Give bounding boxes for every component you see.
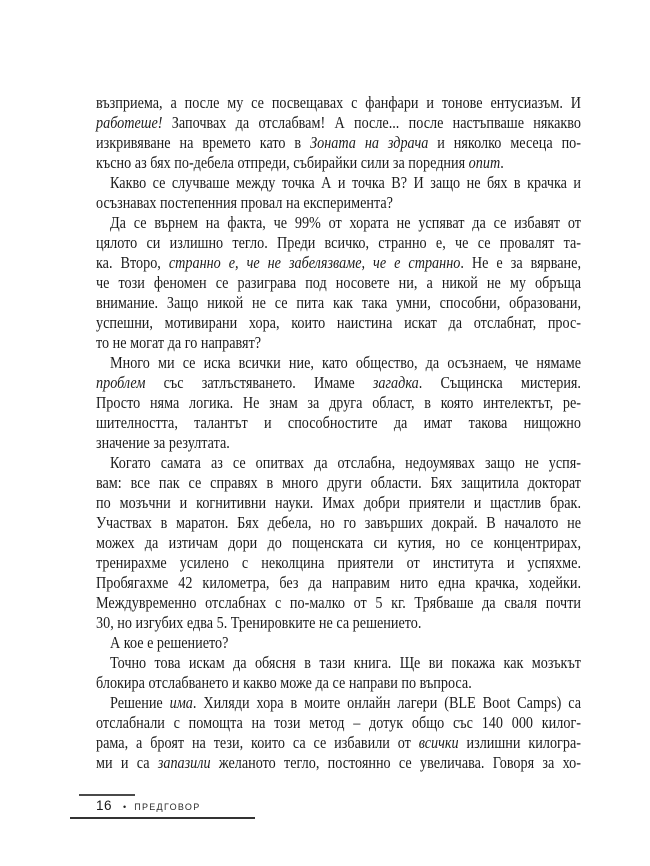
text-line: отслабнали с помощта на този метод – дотук общо със 140 000 килог-	[96, 713, 581, 732]
text-line: по мозъчни и когнитивни науки. Имах добри приятели и щастлив брак.	[96, 493, 581, 512]
text-line: рама, а броят на тези, които са се избавили от всички излишни килогра-	[96, 733, 581, 752]
text-line: ми и са запазили желаното тегло, постоянно се увеличава. Говоря за хо-	[96, 753, 581, 772]
text-line: Пробягахме 42 километра, без да направим нито една крачка, ходейки.	[96, 573, 581, 592]
page-text	[96, 93, 581, 773]
text-line: Да се върнем на факта, че 99% от хората не успяват да се избавят от	[110, 213, 582, 232]
text-line: ка. Второ, странно е, че не забелязваме, че е странно. Не е за вярване,	[96, 253, 581, 272]
text-line: успешни, мотивирани хора, които наистина искат да отслабнат, прос-	[96, 313, 581, 332]
text-line: то не могат да го направят?	[96, 333, 262, 352]
text-line: осъзнавах постепенния провал на експеримента?	[96, 193, 393, 212]
text-line: проблем със затлъстяването. Имаме загадка. Същинска мистерия.	[96, 373, 581, 392]
text-line: Какво се случваше между точка А и точка В? И защо не бях в крачка и	[110, 173, 582, 192]
text-line: А кое е решението?	[110, 633, 229, 652]
footer-section-title: ПРЕДГОВОР	[134, 802, 201, 812]
text-line: цялото си излишно тегло. Преди всичко, странно е, че се провалят та-	[96, 233, 581, 252]
text-line: Решение има. Хиляди хора в моите онлайн лагери (BLE Boot Camps) са	[110, 693, 582, 712]
text-line: Точно това искам да обясня в тази книга. Ще ви покажа как мозъкът	[110, 653, 581, 672]
text-line: Просто няма логика. Не знам за друга област, в която интелектът, ре-	[96, 393, 581, 412]
text-line: изкривяване на времето като в Зоната на здрача и няколко месеца по-	[96, 133, 581, 152]
text-line: вам: все пак се справях в много други области. Бях защитила докторат	[96, 473, 581, 492]
text-line: Междувременно отслабнах с по-малко от 5 кг. Трябваше да сваля почти	[96, 593, 581, 612]
footer-separator-bullet: •	[123, 802, 127, 812]
text-line: Много ми се иска всички ние, като общество, да осъзнаем, че нямаме	[110, 353, 582, 372]
text-line: работеше! Започвах да отслабвам! А после... после настъпваше някакво	[96, 113, 581, 132]
page-number: 16	[96, 798, 113, 813]
text-line: Участвах в маратон. Бях дебела, но го завърших докрай. В началото не	[96, 513, 581, 532]
text-line: възприема, а после му се посвещавах с фанфари и тонове ентусиазъм. И	[96, 93, 581, 112]
text-line: значение за резултата.	[96, 433, 230, 452]
text-line: 30, но изгубих едва 5. Тренировките не са решението.	[96, 613, 422, 632]
text-line: тренирахме усилено с неколцина приятели от института и успяхме.	[96, 553, 581, 572]
text-line: внимание. Защо никой не се пита как така умни, способни, образовани,	[96, 293, 581, 312]
running-footer	[96, 798, 201, 813]
text-line: че този феномен се разиграва под носовете ни, а никой не му обръща	[96, 273, 581, 292]
text-line: можех да изтичам дори до пощенската си кутия, но се концентрирах,	[96, 533, 581, 552]
footer-rule-top	[79, 794, 135, 796]
text-line: Когато самата аз се опитвах да отслабна, недоумявах защо не успя-	[110, 453, 581, 472]
footer-rule-bottom	[70, 817, 255, 819]
text-line: късно аз бях по-дебела отпреди, събирайки сили за поредния опит.	[96, 153, 504, 172]
text-line: шителността, талантът и способностите да имат такова нищожно	[96, 413, 581, 432]
text-line: блокира отслабването и какво може да се направи по въпроса.	[96, 673, 472, 692]
